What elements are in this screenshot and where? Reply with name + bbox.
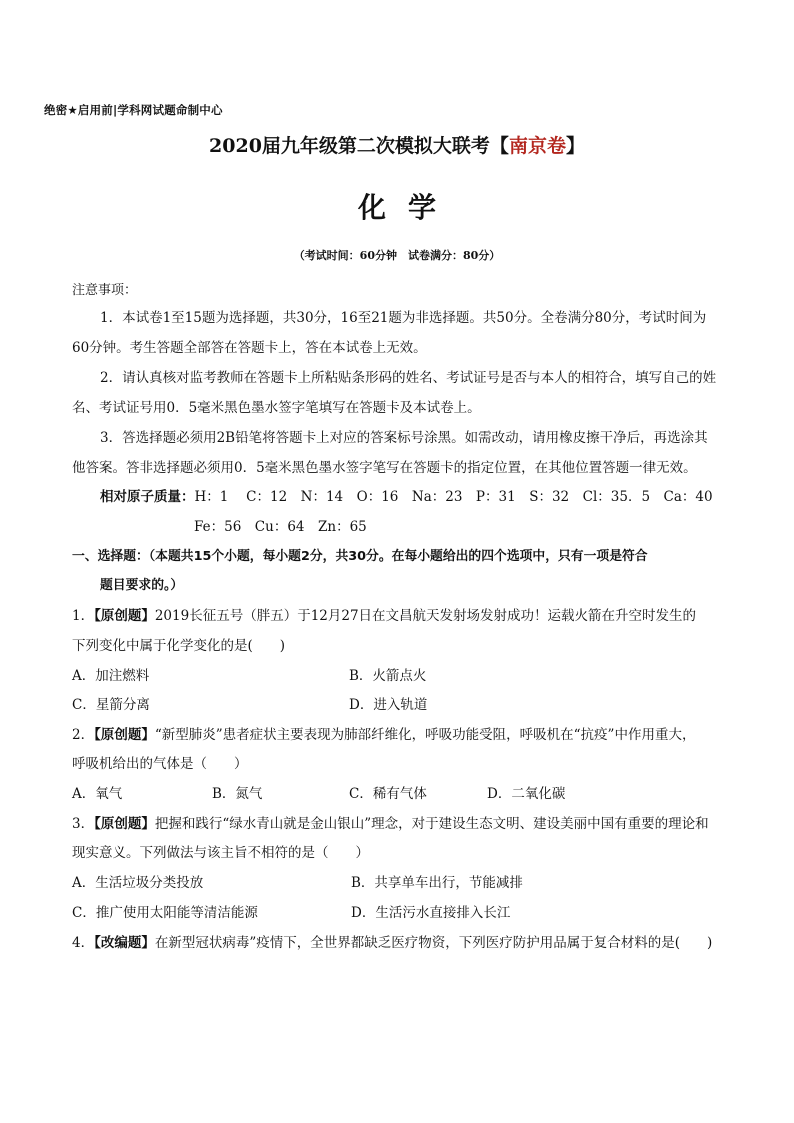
q1-option-c: C．星箭分离 — [72, 697, 150, 713]
q3-line1 — [72, 812, 709, 832]
q1-line2: 下列变化中属于化学变化的是( ) — [72, 638, 286, 654]
q1-text1: 2019长征五号（胖五）于12月27日在文昌航天发射场发射成功！运载火箭在升空时发生的 — [154, 608, 697, 624]
notice-item1-line1: 1．本试卷1至15题为选择题，共30分，16至21题为非选择题。共50分。全卷满分80分，考试时间为 — [100, 310, 707, 326]
atomic-mass-label: 相对原子质量： — [100, 489, 195, 505]
q3-line2: 现实意义。下列做法与该主旨不相符的是（ ） — [72, 845, 369, 861]
notice-item2-line1: 2．请认真核对监考教师在答题卡上所粘贴条形码的姓名、考试证号是否与本人的相符合，填写自己的姓 — [100, 370, 717, 386]
exam-title-region: 南京卷 — [508, 135, 566, 157]
q3-text1: 把握和践行“绿水青山就是金山银山”理念，对于建设生态文明、建设美丽中国有重要的理论和 — [154, 816, 709, 832]
exam-title — [0, 131, 794, 158]
q3-option-a: A．生活垃圾分类投放 — [72, 875, 204, 891]
section1-heading-line2: 题目要求的。） — [100, 578, 184, 593]
exam-timing: （考试时间：60分钟 试卷满分：80分） — [293, 249, 501, 262]
q4-number: 4． — [72, 935, 95, 951]
q3-tag: 【原创题】 — [94, 816, 155, 832]
q4-tag: 【改编题】 — [94, 935, 155, 951]
q1-option-b: B．火箭点火 — [349, 668, 427, 684]
q4-text1: 在新型冠状病毒”疫情下，全世界都缺乏医疗物资，下列医疗防护用品属于复合材料的是( ) — [154, 935, 713, 951]
q4-line1 — [72, 931, 712, 951]
notice-item3-line1: 3．答选择题必须用2B铅笔将答题卡上对应的答案标号涂黑。如需改动，请用橡皮擦干净后，再选涂其 — [100, 430, 708, 446]
notice-item3-line2: 他答案。答非选择题必须用0．5毫米黑色墨水签字笔写在答题卡的指定位置，在其他位置答题一律无效。 — [72, 460, 697, 476]
q1-option-a: A．加注燃料 — [72, 668, 150, 684]
exam-title-prefix: 2020届九年级第二次模拟大联考 — [209, 135, 490, 157]
subject-title: 化学 — [357, 191, 458, 224]
exam-title-bracket-open: 【 — [489, 135, 509, 157]
exam-title-bracket-close: 】 — [565, 135, 585, 157]
q2-text1: “新型肺炎”患者症状主要表现为肺部纤维化，呼吸功能受阻，呼吸机在“抗疫”中作用重大， — [154, 727, 696, 743]
q2-line1 — [72, 723, 695, 743]
q2-line2: 呼吸机给出的气体是（ ） — [72, 756, 248, 772]
q3-option-d: D．生活污水直接排入长江 — [351, 905, 511, 921]
q1-tag: 【原创题】 — [94, 608, 155, 624]
atomic-mass-values1: H：1 C：12 N：14 O：16 Na：23 P：31 S：32 Cl：35．5 Ca：40 — [194, 489, 713, 505]
q2-option-a: A．氧气 — [72, 786, 123, 802]
q2-tag: 【原创题】 — [94, 727, 155, 743]
q1-option-d: D．进入轨道 — [349, 697, 428, 713]
notice-item2-line2: 名、考试证号用0．5毫米黑色墨水签字笔填写在答题卡及本试卷上。 — [72, 400, 481, 416]
notice-heading: 注意事项： — [72, 283, 138, 298]
atomic-mass-line1 — [100, 485, 713, 505]
q3-option-b: B．共享单车出行，节能减排 — [351, 875, 523, 891]
q2-option-d: D．二氧化碳 — [487, 786, 566, 802]
q3-number: 3． — [72, 816, 95, 832]
q3-option-c: C．推广使用太阳能等清洁能源 — [72, 905, 258, 921]
q1-number: 1． — [72, 608, 95, 624]
q2-option-b: B．氮气 — [212, 786, 263, 802]
q2-number: 2． — [72, 727, 95, 743]
q2-option-c: C．稀有气体 — [349, 786, 427, 802]
q1-line1 — [72, 604, 696, 624]
section1-heading-line1: 一、选择题：（本题共15个小题，每小题2分，共30分。在每小题给出的四个选项中，只有一项是符合 — [72, 549, 648, 564]
notice-item1-line2: 60分钟。考生答题全部答在答题卡上，答在本试卷上无效。 — [72, 340, 427, 356]
confidential-label: 绝密★启用前|学科网试题命制中心 — [44, 103, 223, 117]
atomic-mass-values2: Fe：56 Cu：64 Zn：65 — [194, 519, 367, 535]
